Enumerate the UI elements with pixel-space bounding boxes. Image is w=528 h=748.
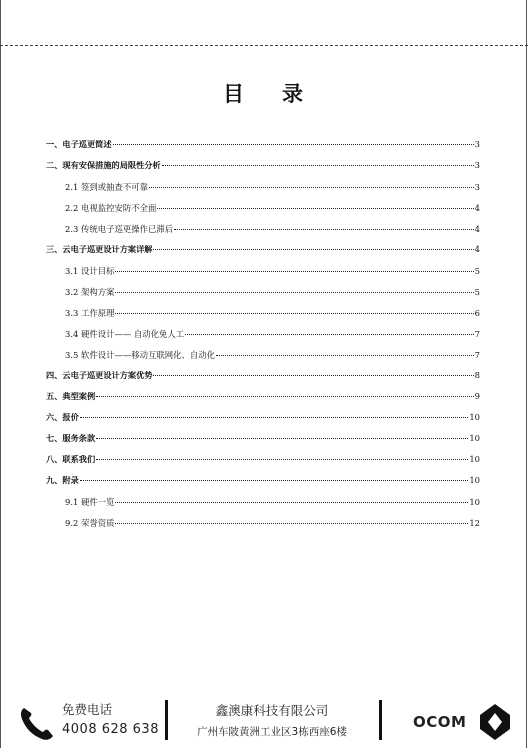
toc-entry[interactable]: [46, 412, 480, 426]
footer-brand: OCOM: [413, 713, 467, 731]
toc-leader-dots: [185, 334, 474, 335]
toc-entry[interactable]: [65, 328, 480, 342]
toc-entry-page: 10: [469, 412, 480, 422]
toc-entry[interactable]: [65, 202, 480, 216]
toc-entry-page: 5: [474, 287, 480, 297]
footer-divider: [379, 700, 382, 740]
toc-entry[interactable]: [46, 454, 480, 468]
toc-leader-dots: [80, 480, 469, 481]
toc-entry-page: 3: [474, 182, 480, 192]
toc-entry[interactable]: [65, 517, 480, 531]
phone-icon: [18, 704, 56, 742]
toc-entry-page: 3: [474, 160, 480, 170]
toc-entry-page: 5: [474, 266, 480, 276]
toc-entry-label: 9.2 荣誉资质: [65, 518, 115, 528]
toc-entry[interactable]: [46, 370, 480, 384]
header-dashed-line: [0, 45, 528, 46]
toc-leader-dots: [96, 396, 474, 397]
toc-entry-page: 10: [469, 475, 480, 485]
footer-divider: [165, 700, 168, 740]
toc-leader-dots: [162, 165, 474, 166]
toc-leader-dots: [96, 438, 468, 439]
toc-entry-label: 四、云电子巡更设计方案优势: [46, 370, 153, 380]
toc-entry-page: 12: [469, 518, 480, 528]
page-border-right: [526, 0, 527, 748]
toc-leader-dots: [80, 417, 469, 418]
toc-leader-dots: [153, 249, 473, 250]
toc-entry[interactable]: [46, 244, 480, 258]
toc-entry[interactable]: [65, 181, 480, 195]
toc-entry-label: 六、报价: [46, 412, 79, 422]
toc-entry[interactable]: [46, 433, 480, 447]
toc-entry[interactable]: [65, 223, 480, 237]
toc-entry-label: 五、典型案例: [46, 391, 96, 401]
toc-entry-label: 2.3 传统电子巡更操作已滞后: [65, 224, 174, 234]
toc-entry-page: 7: [474, 329, 480, 339]
toc-entry-label: 9.1 硬件一览: [65, 497, 115, 507]
toc-entry[interactable]: [65, 265, 480, 279]
footer-phone-label: 免费电话: [62, 702, 113, 717]
toc-leader-dots: [149, 187, 474, 188]
toc-entry-page: 7: [474, 350, 480, 360]
footer-company-name: 鑫澳康科技有限公司: [215, 703, 329, 718]
toc-entry[interactable]: [65, 286, 480, 300]
toc-leader-dots: [115, 523, 468, 524]
toc-entry-page: 3: [474, 139, 480, 149]
toc-entry[interactable]: [46, 391, 480, 405]
toc-entry-label: 二、现有安保措施的局限性分析: [46, 160, 161, 170]
toc-entry-label: 2.1 签到或抽查不可靠: [65, 182, 148, 192]
toc-entry-page: 10: [469, 433, 480, 443]
toc-entry[interactable]: [65, 349, 480, 363]
toc-leader-dots: [153, 375, 473, 376]
toc-leader-dots: [174, 229, 474, 230]
toc-entry-page: 4: [474, 244, 480, 254]
ocom-logo-icon: [478, 703, 512, 741]
toc-leader-dots: [115, 313, 473, 314]
footer-phone-number: 4008 628 638: [62, 722, 159, 737]
toc-entry[interactable]: [46, 139, 480, 153]
toc-entry-label: 3.4 硬件设计—— 自动化免人工: [65, 329, 185, 339]
toc-entry-page: 6: [474, 308, 480, 318]
page-border-left: [0, 0, 1, 748]
toc-leader-dots: [115, 502, 468, 503]
toc-entry-label: 三、云电子巡更设计方案详解: [46, 244, 153, 254]
toc-entry-label: 3.3 工作原理: [65, 308, 115, 318]
toc-leader-dots: [115, 271, 473, 272]
toc-title: 目录: [223, 82, 341, 106]
footer-address: 广州车陂黄洲工业区3栋西座6楼: [197, 726, 347, 738]
toc-entry-page: 10: [469, 497, 480, 507]
toc-entry-label: 七、服务条款: [46, 433, 96, 443]
toc-leader-dots: [157, 208, 473, 209]
toc-entry-label: 2.2 电视监控安防不全面: [65, 203, 157, 213]
toc-leader-dots: [96, 459, 468, 460]
toc-entry-label: 3.5 软件设计——移动互联网化、自动化: [65, 350, 215, 360]
toc-entry-label: 一、电子巡更简述: [46, 139, 112, 149]
toc-entry-label: 八、联系我们: [46, 454, 96, 464]
toc-leader-dots: [216, 355, 474, 356]
toc-entry[interactable]: [65, 496, 480, 510]
toc-leader-dots: [113, 144, 474, 145]
toc-entry-page: 9: [474, 391, 480, 401]
toc-entry-label: 九、附录: [46, 475, 79, 485]
toc-entry[interactable]: [46, 160, 480, 174]
toc-entry-page: 4: [474, 224, 480, 234]
toc-entry-label: 3.1 设计目标: [65, 266, 115, 276]
toc-entry-page: 8: [474, 370, 480, 380]
toc-entry-label: 3.2 架构方案: [65, 287, 115, 297]
toc-entry-page: 4: [474, 203, 480, 213]
toc-entry[interactable]: [46, 475, 480, 489]
toc-leader-dots: [115, 292, 473, 293]
toc-entry[interactable]: [65, 307, 480, 321]
toc-entry-page: 10: [469, 454, 480, 464]
